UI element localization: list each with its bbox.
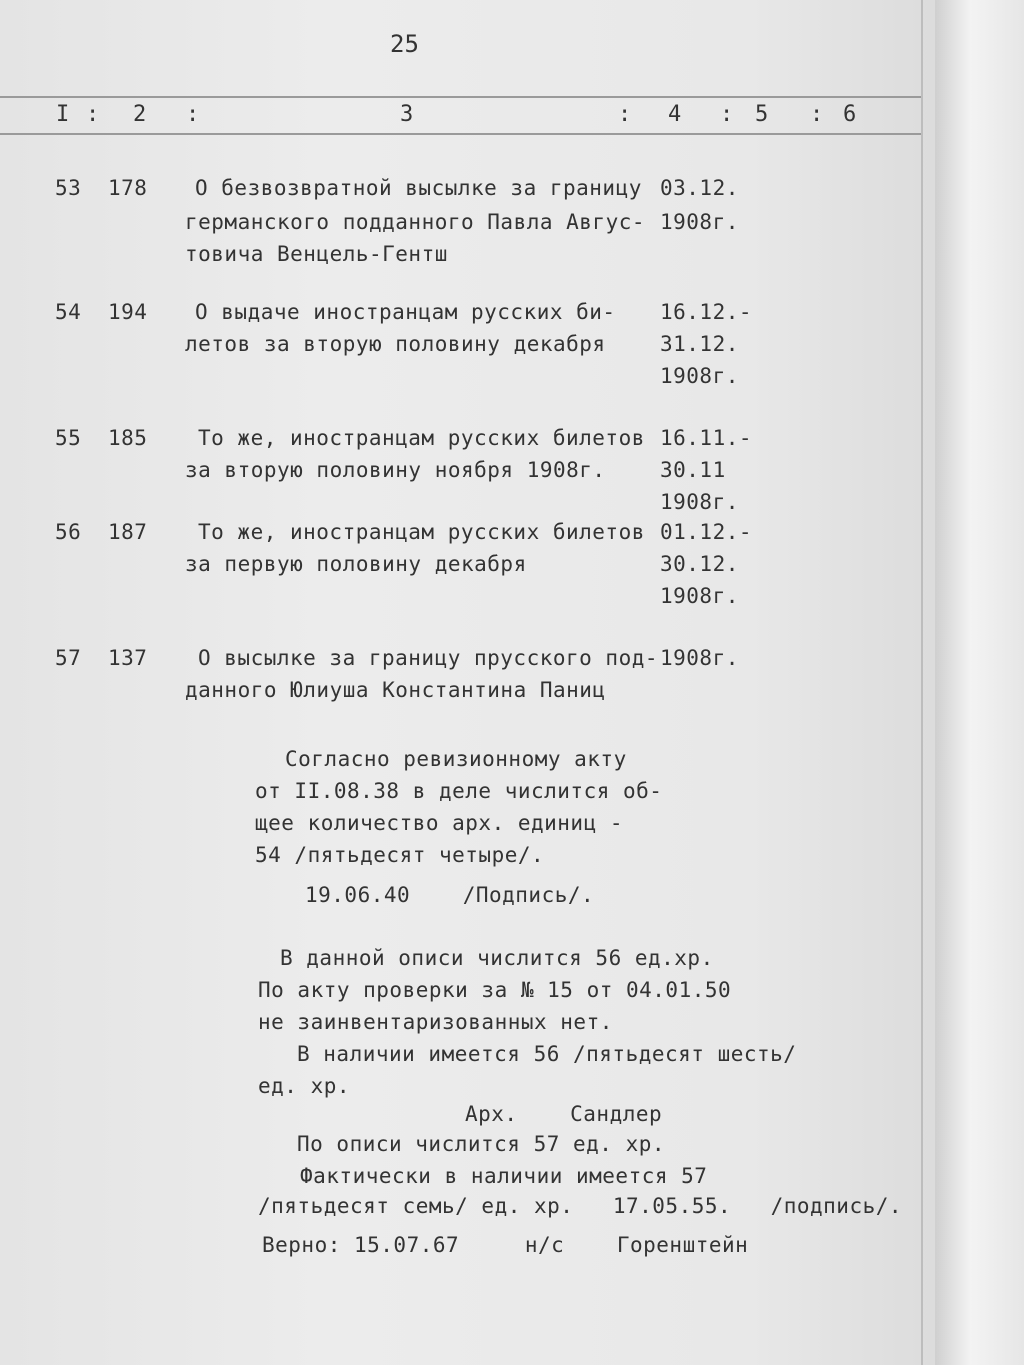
entry-date-line: 30.11 [660, 458, 726, 482]
entry-title-line: О выдаче иностранцам русских би- [195, 300, 616, 324]
header-sep: : [720, 102, 734, 127]
header-col-4: 4 [668, 102, 682, 127]
entry-date-line: 31.12. [660, 332, 739, 356]
header-sep: : [86, 102, 100, 127]
entry-title-line: данного Юлиуша Константина Паниц [185, 678, 606, 702]
entry-title-line: То же, иностранцам русских билетов [198, 426, 645, 450]
page-edge [921, 0, 923, 1365]
entry-file-number: 178 [108, 176, 148, 200]
final-note-line: /пятьдесят семь/ ед. хр. 17.05.55. /подпись/. [258, 1194, 903, 1218]
entry-date-line: 16.11.- [660, 426, 753, 450]
entry-title-line: О высылке за границу прусского под- [198, 646, 659, 670]
inventory-note-line: ед. хр. [258, 1074, 351, 1098]
entry-file-number: 187 [108, 520, 148, 544]
entry-number: 56 [55, 520, 82, 544]
header-col-2: 2 [133, 102, 147, 127]
final-note-line: Фактически в наличии имеется 57 [300, 1164, 708, 1188]
revision-note-line: щее количество арх. единиц - [255, 811, 624, 835]
revision-note-line: Согласно ревизионному акту [285, 747, 627, 771]
entry-title-line: летов за вторую половину декабря [185, 332, 606, 356]
entry-number: 55 [55, 426, 82, 450]
entry-number: 57 [55, 646, 82, 670]
revision-signature: 19.06.40 /Подпись/. [305, 883, 595, 907]
entry-title-line: за первую половину декабря [185, 552, 527, 576]
entry-title-line: германского подданного Павла Авгус- [185, 210, 646, 234]
entry-date-line: 1908г. [660, 584, 739, 608]
final-note-line: По описи числится 57 ед. хр. [297, 1132, 666, 1156]
revision-note-line: от II.08.38 в деле числится об- [255, 779, 663, 803]
inventory-note-line: По акту проверки за № 15 от 04.01.50 [258, 978, 732, 1002]
certification-line: Верно: 15.07.67 н/с Горенштейн [262, 1233, 749, 1257]
entry-date-line: 03.12. [660, 176, 739, 200]
header-sep: : [186, 102, 200, 127]
entry-date-line: 16.12.- [660, 300, 753, 324]
header-top-rule [0, 96, 921, 98]
entry-number: 54 [55, 300, 82, 324]
header-col-5: 5 [755, 102, 769, 127]
entry-date-line: 1908г. [660, 490, 739, 514]
entry-date-line: 01.12.- [660, 520, 753, 544]
entry-file-number: 137 [108, 646, 148, 670]
inventory-note-line: не заинвентаризованных нет. [258, 1010, 613, 1034]
header-bottom-rule [0, 133, 921, 135]
inventory-note-line: В наличии имеется 56 /пятьдесят шесть/ [297, 1042, 797, 1066]
entry-date-line: 1908г. [660, 364, 739, 388]
header-sep: : [618, 102, 632, 127]
header-col-6: 6 [843, 102, 857, 127]
entry-title-line: То же, иностранцам русских билетов [198, 520, 645, 544]
header-sep: : [810, 102, 824, 127]
entry-date-line: 1908г. [660, 646, 739, 670]
entry-title-line: О безвозвратной высылке за границу [195, 176, 642, 200]
next-page-edge [935, 0, 1024, 1365]
entry-title-line: за вторую половину ноября 1908г. [185, 458, 606, 482]
entry-file-number: 185 [108, 426, 148, 450]
archivist-signature: Арх. Сандлер [465, 1102, 663, 1126]
page-number: 25 [390, 30, 419, 58]
entry-date-line: 30.12. [660, 552, 739, 576]
entry-date-line: 1908г. [660, 210, 739, 234]
entry-title-line: товича Венцель-Гентш [185, 242, 448, 266]
inventory-note-line: В данной описи числится 56 ед.хр. [280, 946, 714, 970]
revision-note-line: 54 /пятьдесят четыре/. [255, 843, 545, 867]
entry-file-number: 194 [108, 300, 148, 324]
header-col-3: 3 [400, 102, 414, 127]
header-col-1: I [56, 102, 70, 127]
entry-number: 53 [55, 176, 82, 200]
